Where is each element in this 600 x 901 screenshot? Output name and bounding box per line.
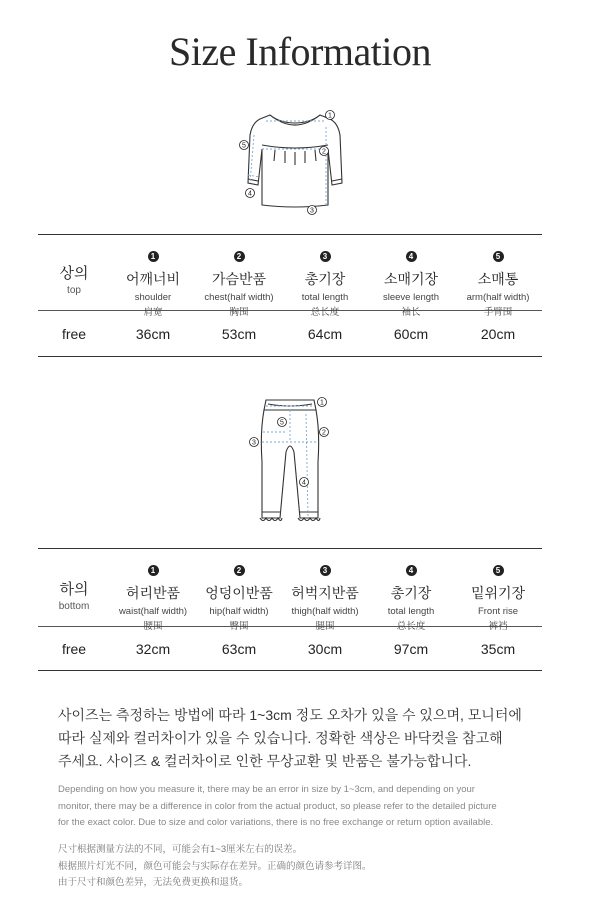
column-label: 허리반품	[125, 585, 181, 601]
column-label-cn: 腿围	[315, 621, 335, 632]
column-label: 어깨너비	[125, 271, 181, 287]
column-label-en: chest(half width)	[204, 292, 274, 303]
size-value: 20cm	[480, 326, 516, 342]
column-label-en: thigh(half width)	[291, 606, 359, 617]
column-label-cn: 总长度	[310, 307, 340, 318]
notice-line: 따라 실제와 컬러차이가 있을 수 있습니다. 정확한 색상은 바닥컷을 참고해	[58, 730, 503, 746]
size-value: 64cm	[307, 326, 343, 342]
column-label-cn: 臀围	[229, 621, 249, 632]
divider	[38, 548, 542, 549]
column-header	[282, 246, 368, 318]
column-label-cn: 腰围	[143, 621, 163, 632]
notice-line: 사이즈는 측정하는 방법에 따라 1~3cm 정도 오차가 있을 수 있으며, 모니터에	[58, 707, 522, 723]
divider	[38, 234, 542, 235]
category-cell	[38, 578, 110, 612]
divider	[38, 356, 542, 357]
bottom-size-table	[38, 548, 542, 672]
marker-1: 1	[328, 112, 332, 120]
column-number: 3	[320, 251, 331, 262]
top-garment-illustration	[230, 105, 360, 220]
column-label-cn: 袖长	[401, 307, 421, 318]
column-number: 1	[148, 565, 159, 576]
marker-3: 3	[310, 207, 314, 215]
column-header	[454, 246, 542, 318]
column-number: 3	[320, 565, 331, 576]
top-size-table	[38, 234, 542, 358]
notice-line: Depending on how you measure it, there may be an error in size by 1~3cm, and depending on your	[58, 784, 475, 795]
column-label: 소매통	[477, 271, 519, 287]
column-label-cn: 肩宽	[143, 307, 163, 318]
notice-line: for the exact color. Due to size and color variations, there is no free exchange or return option available.	[58, 817, 494, 828]
column-header	[110, 560, 196, 632]
marker-4: 4	[248, 190, 252, 198]
column-header	[454, 560, 542, 632]
column-label: 밑위기장	[470, 585, 526, 601]
column-header	[196, 560, 282, 632]
divider	[38, 670, 542, 671]
row-label: free	[61, 326, 87, 342]
size-value: 35cm	[480, 641, 516, 657]
size-value: 53cm	[221, 326, 257, 342]
column-label: 총기장	[304, 271, 346, 287]
size-value: 30cm	[307, 641, 343, 657]
column-number: 2	[234, 565, 245, 576]
column-number: 1	[148, 251, 159, 262]
column-number: 5	[493, 565, 504, 576]
category-label: 하의	[59, 581, 89, 598]
category-label-en: bottom	[58, 601, 90, 612]
column-label-en: sleeve length	[383, 292, 439, 303]
column-label: 소매기장	[383, 271, 439, 287]
marker-2: 2	[322, 148, 326, 156]
column-number: 5	[493, 251, 504, 262]
marker-5: 5	[242, 142, 246, 150]
column-label: 총기장	[390, 585, 432, 601]
column-label-en: hip(half width)	[209, 606, 269, 617]
category-label-en: top	[67, 285, 81, 296]
marker-2: 2	[322, 429, 326, 437]
marker-1: 1	[320, 399, 324, 407]
notice-line: 尺寸根据测量方法的不同，可能会有1~3厘米左右的误差。	[58, 844, 303, 855]
size-value: 97cm	[393, 641, 429, 657]
marker-4: 4	[302, 479, 306, 487]
column-label-cn: 胸围	[229, 307, 249, 318]
column-label-en: total length	[387, 606, 435, 617]
notice-line: 根据照片灯光不同，颜色可能会与实际存在差异。正确的颜色请参考详图。	[58, 860, 372, 872]
column-label-en: shoulder	[134, 292, 172, 303]
size-value: 63cm	[221, 641, 257, 657]
category-label: 상의	[59, 265, 89, 282]
column-header	[368, 246, 454, 318]
bottom-garment-illustration	[240, 392, 340, 532]
notice-line: 주세요. 사이즈 & 컬러차이로 인한 무상교환 및 반품은 불가능합니다.	[58, 753, 472, 769]
column-label-en: Front rise	[477, 606, 519, 617]
row-label: free	[61, 641, 87, 657]
column-number: 2	[234, 251, 245, 262]
column-label-en: total length	[301, 292, 349, 303]
column-number: 4	[406, 565, 417, 576]
column-label-en: arm(half width)	[466, 292, 530, 303]
column-label-en: waist(half width)	[118, 606, 188, 617]
column-header	[282, 560, 368, 632]
column-header	[368, 560, 454, 632]
notice-english	[58, 782, 558, 832]
notice-chinese	[58, 842, 558, 892]
size-value: 36cm	[135, 326, 171, 342]
column-label-cn: 总长度	[396, 621, 426, 632]
column-label: 허벅지반품	[291, 585, 359, 601]
column-label: 가슴반품	[211, 271, 267, 287]
size-value: 32cm	[135, 641, 171, 657]
marker-5: 5	[280, 419, 284, 427]
size-value: 60cm	[393, 326, 429, 342]
category-cell	[38, 262, 110, 296]
marker-3: 3	[252, 439, 256, 447]
column-label-cn: 手臂围	[483, 307, 513, 318]
column-header	[110, 246, 196, 318]
column-header	[196, 246, 282, 318]
column-label-cn: 裤裆	[488, 621, 508, 632]
notice-korean	[58, 704, 548, 773]
column-number: 4	[406, 251, 417, 262]
column-label: 엉덩이반품	[205, 585, 273, 601]
page-title: Size Information	[169, 29, 431, 74]
notice-line: 由于尺寸和颜色差异，无法免费更换和退货。	[58, 877, 249, 888]
notice-line: monitor, there may be a difference in color from the actual product, so please refer to the detailed picture	[58, 800, 497, 812]
